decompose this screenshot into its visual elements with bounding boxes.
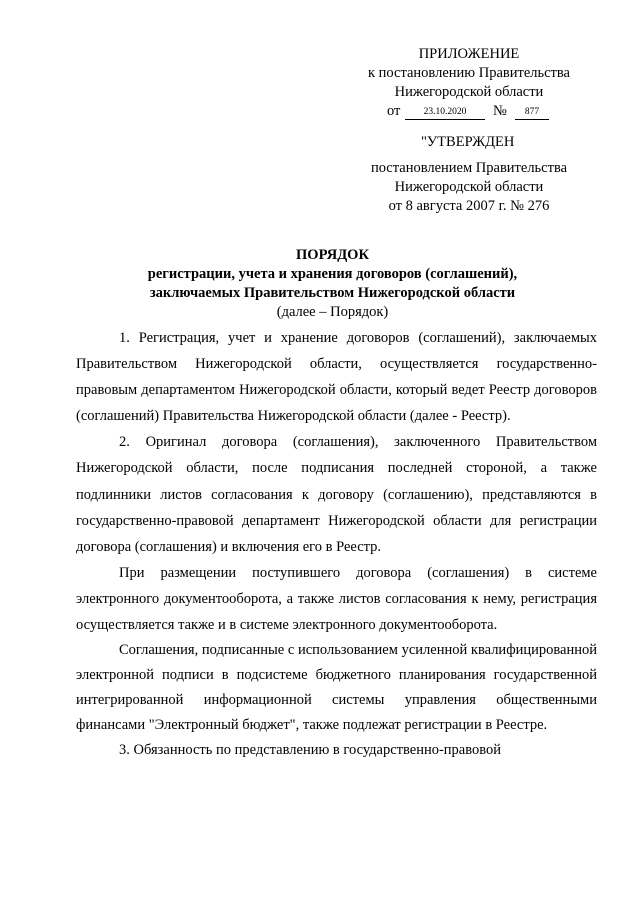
appendix-header xyxy=(350,45,588,122)
document-title xyxy=(60,246,605,322)
number-prefix: № xyxy=(493,103,507,119)
approved-line-1: постановлением Правительства xyxy=(370,160,568,176)
approved-line-2: Нижегородской области xyxy=(394,179,544,195)
paragraph-3: При размещении поступившего договора (соглашения) в системе электронного документооборота, а также листов согласования к нему, регистрация осуществляется также и в системе электронного документооборота. xyxy=(76,564,597,634)
appendix-title: ПРИЛОЖЕНИЕ xyxy=(418,46,520,62)
approved-decree xyxy=(350,159,588,216)
title-line-2: заключаемых Правительством Нижегородской области xyxy=(149,285,516,301)
title-line-3: (далее – Порядок) xyxy=(276,304,389,320)
document-body xyxy=(76,325,597,763)
date-prefix: от xyxy=(387,103,401,119)
appendix-line-1: к постановлению Правительства xyxy=(368,65,570,81)
decree-date: 23.10.2020 xyxy=(405,105,485,120)
paragraph-4: Соглашения, подписанные с использованием усиленной квалифицированной электронной подписи в подсистеме бюджетного планирования государственной интегрированной информационной системы управления общественными финансами "Электронный бюджет", также подлежат регистрации в Реестре. xyxy=(76,642,597,733)
approved-label: "УТВЕРЖДЕН xyxy=(421,134,515,150)
paragraph-1: 1. Регистрация, учет и хранение договоров (соглашений), заключаемых Правительством Нижегородской области, осуществляется государственно-правовым департаментом Нижегородской области, который ведет Реестр договоров (соглашений) Правительства Нижегородской области (далее - Реестр). xyxy=(76,330,597,425)
approved-line-3: от 8 августа 2007 г. № 276 xyxy=(388,198,550,214)
appendix-line-2: Нижегородской области xyxy=(394,84,544,100)
title-line-1: регистрации, учета и хранения договоров (соглашений), xyxy=(147,266,518,282)
paragraph-2: 2. Оригинал договора (соглашения), заключенного Правительством Нижегородской области, после подписания последней стороной, а также подлинники листов согласования к договору (соглашению), представляются в государственно-правовой департамент Нижегородской области для регистрации договора (соглашения) и включения его в Реестр. xyxy=(76,434,597,555)
paragraph-5: 3. Обязанность по представлению в государственно-правовой xyxy=(119,742,501,759)
appendix-date-line xyxy=(350,102,588,122)
decree-number: 877 xyxy=(515,105,549,120)
title-heading: ПОРЯДОК xyxy=(296,247,369,263)
